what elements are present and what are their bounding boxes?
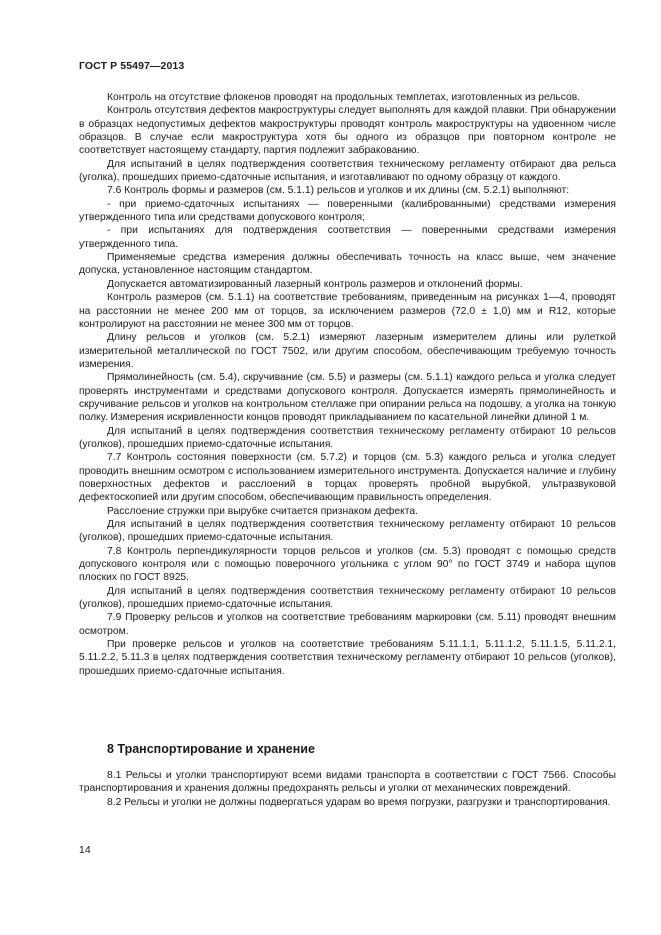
paragraph: Контроль на отсутствие флокенов проводят на продольных темплетах, изготовленных из рельсов. [107, 92, 581, 103]
section-8-heading: 8 Транспортирование и хранение [107, 742, 315, 756]
paragraph: Контроль размеров (см. 5.1.1) на соответствие требованиям, приведенным на рисунках 1—4, проводят на расстоянии не менее 200 мм от торцов, за исключением размеров (72,0 ± 1,0) мм и R12, которые контролируют на расстоянии не менее 300 мм от торцов. [79, 292, 616, 330]
paragraph: Для испытаний в целях подтверждения соответствия техническому регламенту отбирают 10 рельсов (уголков), прошедших приемо-сдаточные испытания. [79, 585, 616, 611]
paragraph: 8.1 Рельсы и уголки транспортируют всеми видами транспорта в соответствии с ГОСТ 7566. Способы транспортирования и хранения должны предохранять рельсы и уголки от механических повреждений. [79, 770, 616, 795]
paragraph: Длину рельсов и уголков (см. 5.2.1) измеряют лазерным измерителем длины или рулеткой измерительной металлической по ГОСТ 7502, или другим способом, обеспечивающим требуемую точность измерения. [79, 332, 616, 370]
paragraph: Допускается автоматизированный лазерный контроль размеров и отклонений формы. [107, 278, 523, 290]
paragraph: Прямолинейность (см. 5.4), скручивание (см. 5.5) и размеры (см. 5.1.1) каждого рельса и уголка следует проверять инструментами и средствами допускового контроля. Допускается измерять прямолинейность и скручивание рельсов и уголков на контрольном стеллаже при опирании рельса на подошву, а уголка на тонкую полку. Измерения искривленности концов проводят прикладыванием по касательной линейки длиной 1 м. [79, 372, 616, 424]
paragraph: Для испытаний в целях подтверждения соответствия техническому регламенту отбирают 10 рельсов (уголков), прошедших приемо-сдаточные испытания. [79, 519, 616, 544]
paragraph: Для испытаний в целях подтверждения соответствия техническому регламенту отбирают 10 рельсов (уголков), прошедших приемо-сдаточные испытания. [79, 425, 616, 450]
paragraph: 7.7 Контроль состояния поверхности (см. 5.7.2) и торцов (см. 5.3) каждого рельса и уголка следует проводить внешним осмотром с использованием измерительного инструмента. Допускается наличие и глубину поверхностных дефектов и расслоений в торцах проверять пробной вырубкой, ультразвуковой дефектоскопией или другим способом, обеспечивающим правильность определения. [79, 452, 616, 504]
paragraph: 7.6 Контроль формы и размеров (см. 5.1.1) рельсов и уголков и их длины (см. 5.2.1) выполняют: [107, 185, 570, 197]
paragraph: - при испытаниях для подтверждения соответствия — поверенными средствами измерения утвержденного типа. [79, 225, 616, 250]
page-number: 14 [79, 844, 91, 856]
section-7-text [79, 91, 616, 678]
paragraph: Для испытаний в целях подтверждения соответствия техническому регламенту отбирают два рельса (уголка), прошедших приемо-сдаточные испытания, и изготавливают по одному образцу от каждого. [79, 158, 616, 184]
paragraph: Применяемые средства измерения должны обеспечивать точность на класс выше, чем значение допуска, установленное настоящим стандартом. [79, 252, 616, 277]
paragraph: 8.2 Рельсы и уголки не должны подвергаться ударам во время погрузки, разгрузки и транспортирования. [107, 796, 611, 808]
paragraph: 7.9 Проверку рельсов и уголков на соответствие требованиям маркировки (см. 5.11) проводят внешним осмотром. [79, 612, 616, 637]
paragraph: Расслоение стружки при вырубке считается признаком дефекта. [107, 505, 418, 517]
paragraph: Контроль отсутствия дефектов макроструктуры следует выполнять для каждой плавки. При обнаружении в образцах недопустимых дефектов макроструктуры проводят контроль макроструктуры на удвоенном числе образцов. В случае если макроструктура хотя бы одного из образцов при повторном контроле не соответствует настоящему стандарту, партия подлежит забракованию. [79, 105, 616, 157]
paragraph: - при приемо-сдаточных испытаниях — поверенными (калиброванными) средствами измерения утвержденного типа или средствами допускового контроля; [79, 198, 616, 224]
paragraph: При проверке рельсов и уголков на соответствие требованиям 5.11.1.1, 5.11.1.2, 5.11.1.5, 5.11.2.1, 5.11.2.2, 5.11.3 в целях подтверждения соответствия техническому регламенту отбирают 10 рельсов (уголков), прошедших приемо-сдаточные испытания. [79, 639, 616, 677]
paragraph: 7.8 Контроль перпендикулярности торцов рельсов и уголков (см. 5.3) проводят с помощью средств допускового контроля или с помощью поверочного угольника с углом 90° по ГОСТ 3749 и набора щупов плоских по ГОСТ 8925. [79, 545, 616, 584]
document-code-header: ГОСТ Р 55497—2013 [79, 60, 185, 72]
section-8-text [79, 769, 616, 809]
